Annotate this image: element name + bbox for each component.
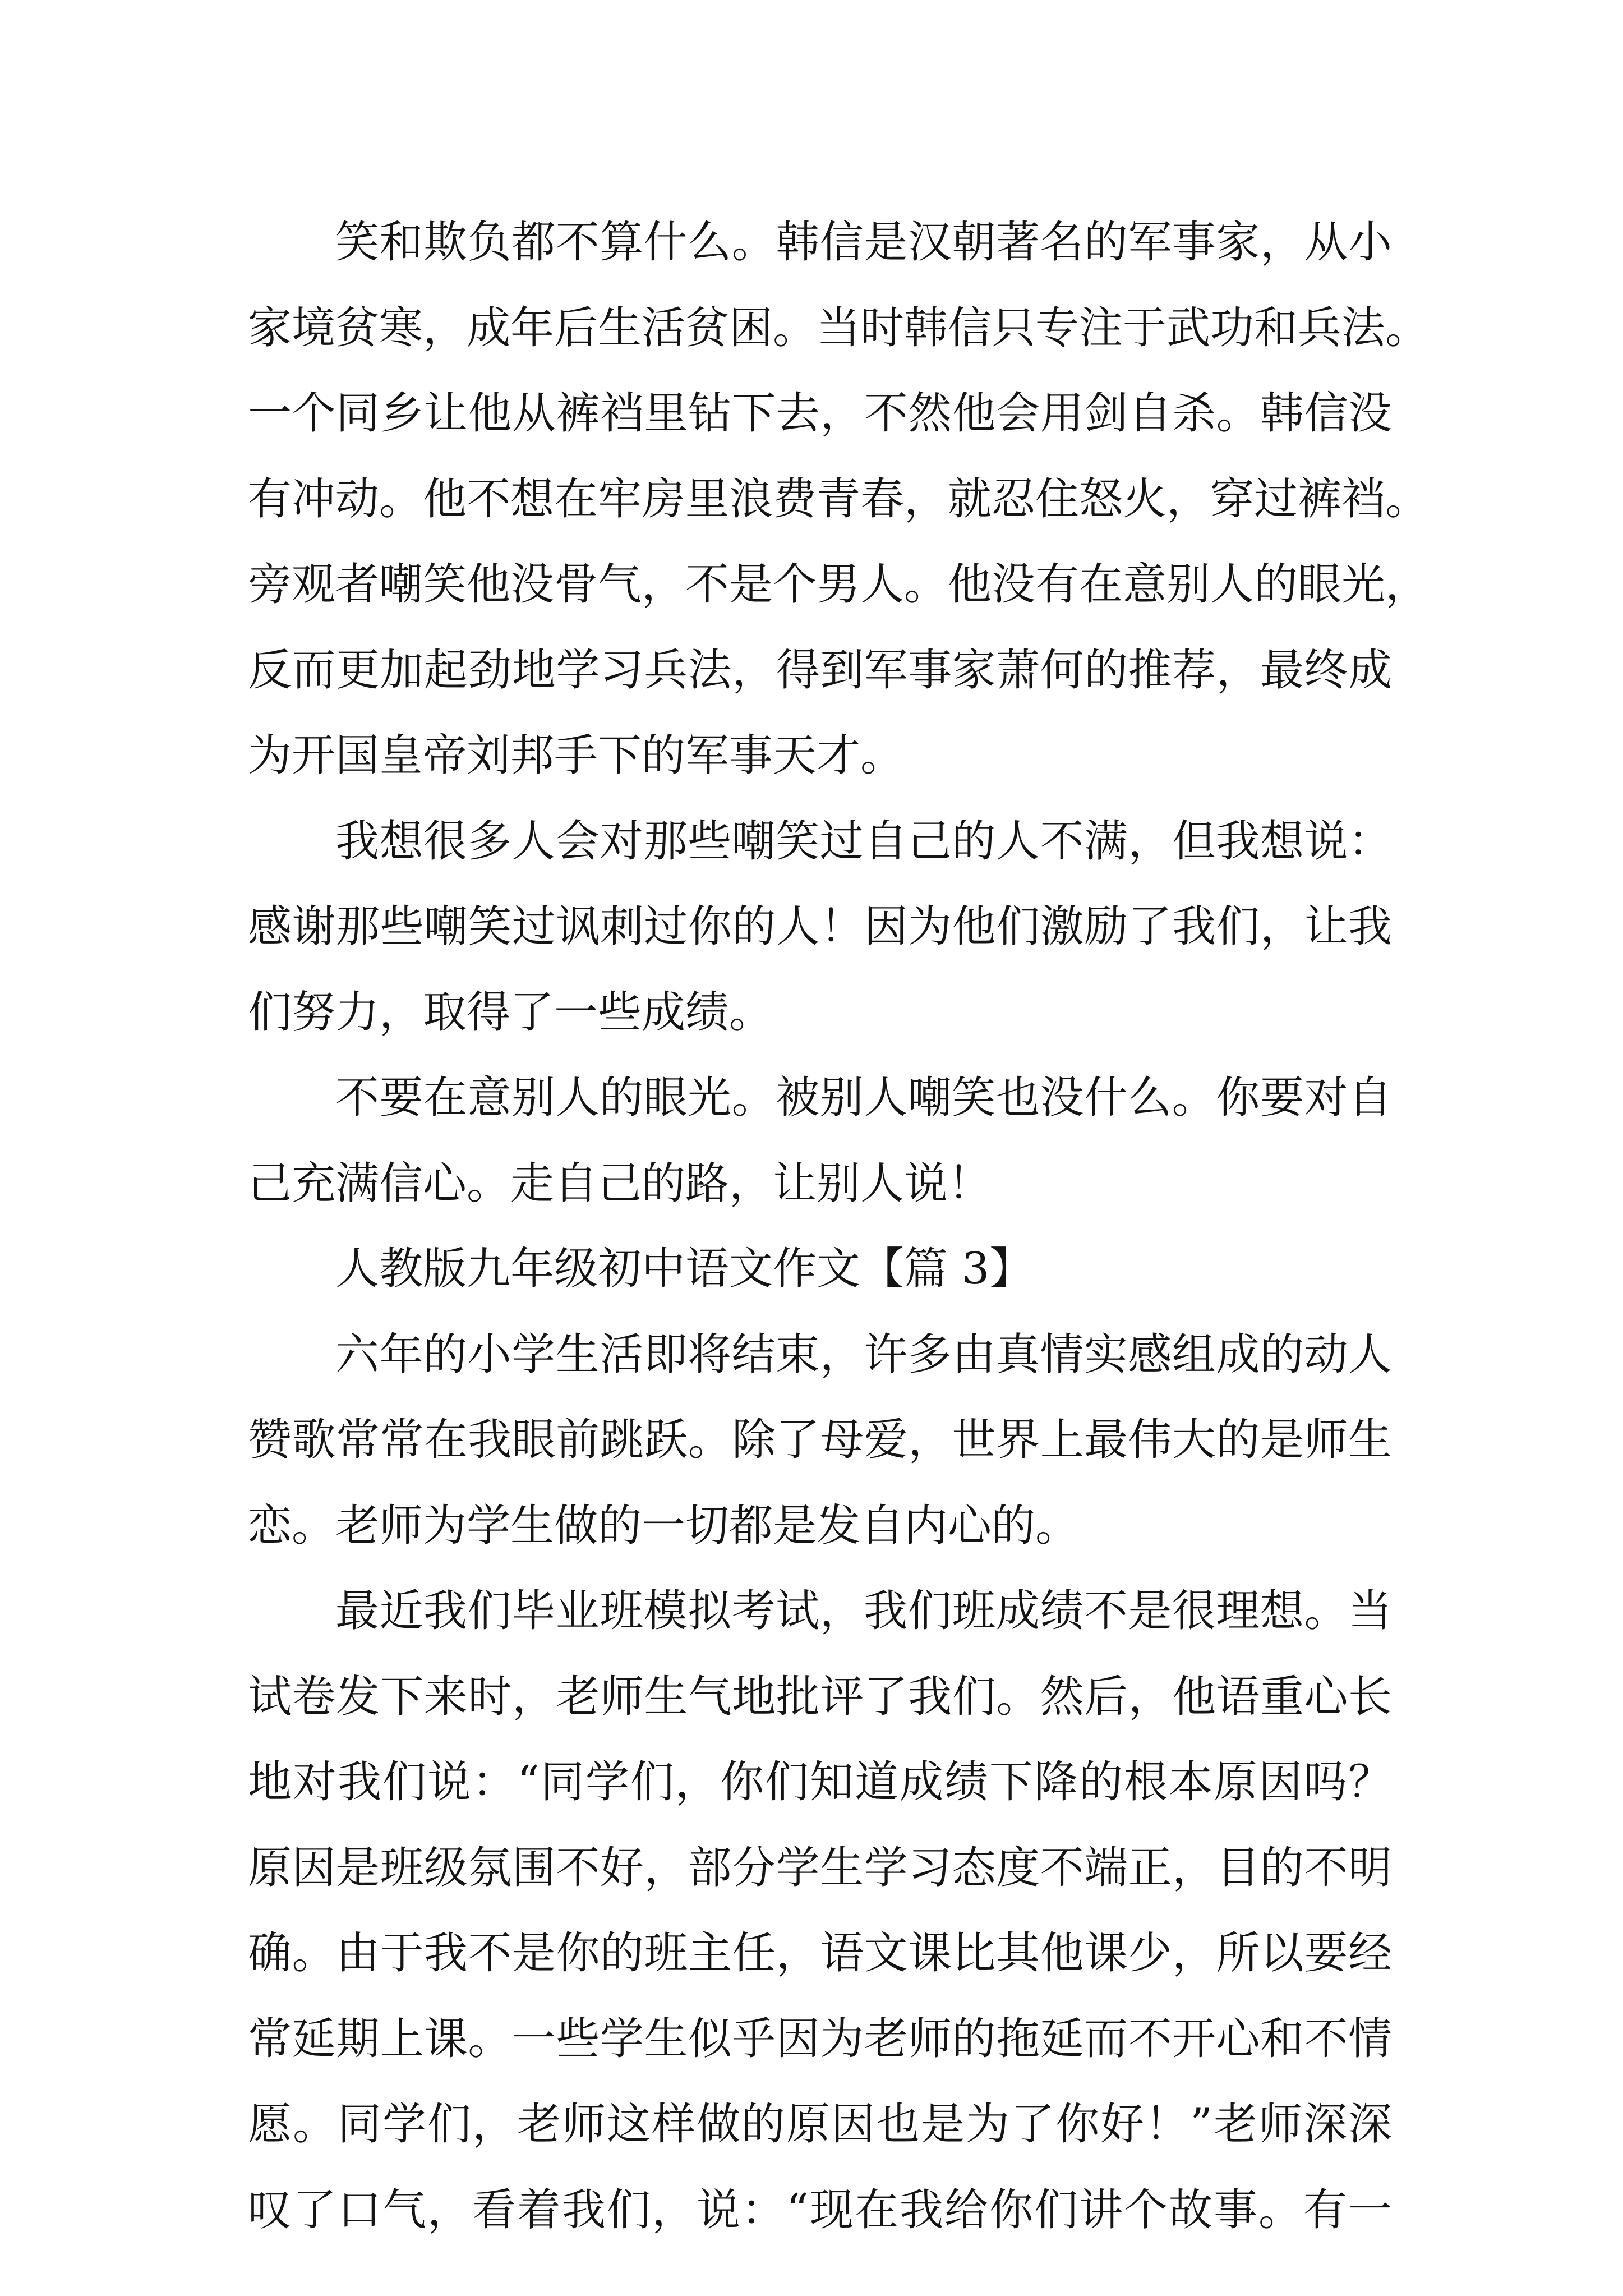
body-text [248, 200, 1430, 2253]
text-line: 们努力，取得了一些成绩。 [248, 987, 773, 1038]
text-line: 己充满信心。走自己的路，让别人说！ [248, 1158, 992, 1209]
text-line: 恋。老师为学生做的一切都是发自内心的。 [248, 1500, 1080, 1551]
text-line: 赞歌常常在我眼前跳跃。除了母爱，世界上最伟大的是师生 [248, 1415, 1392, 1465]
text-line: 为开国皇帝刘邦手下的军事天才。 [248, 730, 905, 781]
text-line: 愿。同学们，老师这样做的原因也是为了你好！”老师深深 [248, 2099, 1392, 2150]
text-line: 一个同乡让他从裤裆里钻下去，不然他会用剑自杀。韩信没 [248, 388, 1392, 439]
text-line: 家境贫寒，成年后生活贫困。当时韩信只专注于武功和兵法。 [248, 302, 1430, 353]
text-line: 试卷发下来时，老师生气地批评了我们。然后，他语重心长 [248, 1671, 1392, 1722]
text-line: 有冲动。他不想在牢房里浪费青春，就忍住怒火，穿过裤裆。 [248, 473, 1430, 524]
text-line: 我想很多人会对那些嘲笑过自己的人不满，但我想说： [335, 816, 1392, 867]
text-line: 常延期上课。一些学生似乎因为老师的拖延而不开心和不情 [248, 2013, 1392, 2064]
text-line: 人教版九年级初中语文作文【篇 3】 [335, 1244, 1034, 1294]
text-line: 最近我们毕业班模拟考试，我们班成绩不是很理想。当 [335, 1586, 1392, 1636]
text-line: 旁观者嘲笑他没骨气，不是个男人。他没有在意别人的眼光， [248, 559, 1430, 610]
text-line: 原因是班级氛围不好，部分学生学习态度不端正，目的不明 [248, 1842, 1392, 1893]
text-line: 笑和欺负都不算什么。韩信是汉朝著名的军事家，从小 [335, 217, 1392, 268]
text-line: 确。由于我不是你的班主任，语文课比其他课少，所以要经 [248, 1928, 1392, 1978]
text-line: 叹了口气，看着我们，说：“现在我给你们讲个故事。有一 [248, 2184, 1392, 2235]
text-line: 感谢那些嘲笑过讽刺过你的人！因为他们激励了我们，让我 [248, 901, 1392, 952]
text-line: 不要在意别人的眼光。被别人嘲笑也没什么。你要对自 [335, 1073, 1392, 1123]
text-line: 六年的小学生活即将结束，许多由真情实感组成的动人 [335, 1329, 1392, 1380]
text-line: 反而更加起劲地学习兵法，得到军事家萧何的推荐，最终成 [248, 645, 1392, 696]
text-line: 地对我们说：“同学们，你们知道成绩下降的根本原因吗？ [248, 1757, 1392, 1807]
